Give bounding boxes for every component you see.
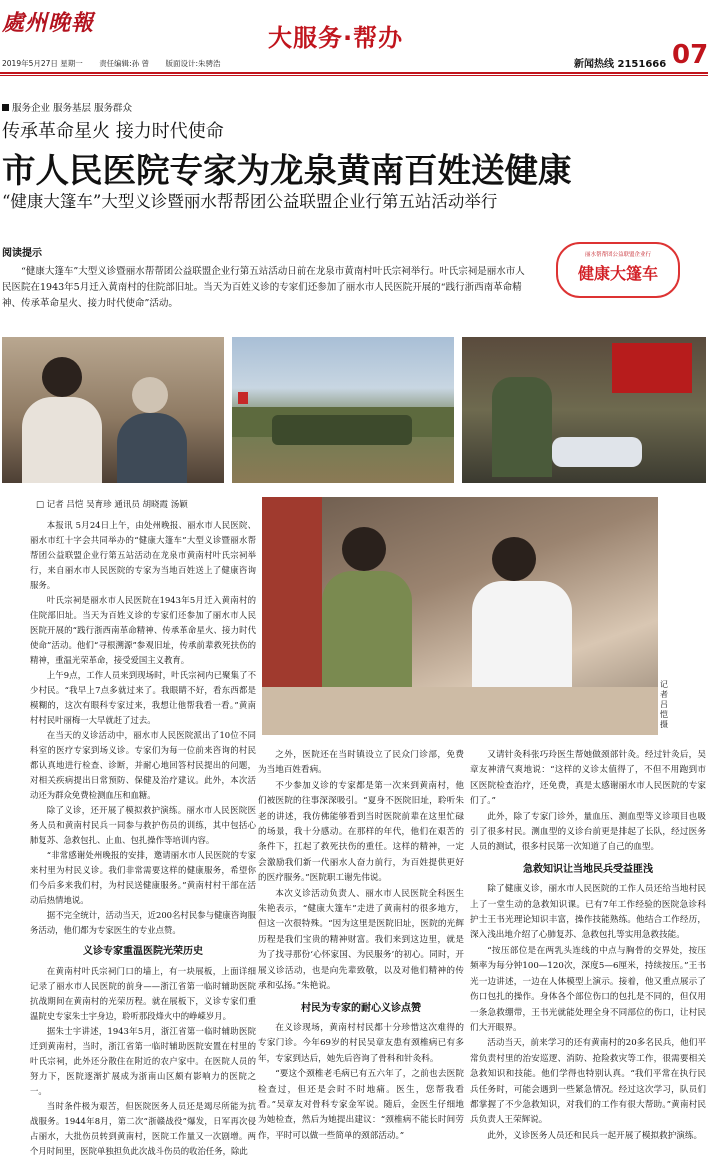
editor-credit: 责任编辑:孙 曾 bbox=[99, 59, 150, 68]
section-heading-praise: 村民为专家的耐心义诊点赞 bbox=[301, 1002, 421, 1014]
event-badge bbox=[556, 242, 680, 298]
main-headline: 市人民医院专家为龙泉黄南百姓送健康 bbox=[2, 151, 572, 190]
kicker bbox=[2, 100, 132, 114]
lead-label: 阅读提示 bbox=[2, 248, 42, 259]
column-2-paragraphs bbox=[258, 748, 464, 995]
body-paragraph: “按压部位是在两乳头连线的中点与胸骨的交界处，按压频率为每分钟100—120次，深度5—6厘米，持续按压。”王书光一边讲述，一边在人体模型上演示。接着，他又重点展示了伤口包扎的操作。身体各个部位伤口的包扎是不同的，但仅用一条急救绷带，王书光就能处理全身不同部位的伤口，让村民们大开眼界。 bbox=[470, 945, 706, 1033]
square-bullet-icon bbox=[2, 104, 9, 111]
body-paragraph: 本次义诊活动负责人、丽水市人民医院全科医生朱艳表示，“健康大篷车”走进了黄南村的很多地方，但这一次很特殊。“因为这里是医院旧址，医院的光辉历程是我们宝贵的精神财富。我们来到这边里，就是为了找寻那份‘心怀家国、为民服务’的初心。同时，开展义诊活动，也是向先辈致敬，以及对他们精神的传承和弘扬。”朱艳说。 bbox=[258, 888, 464, 992]
body-paragraph: “要这个颈椎老毛病已有五六年了，之前也去医院检查过，但还是会时不时地痛。医生，您帮我看看。”吴章友对骨科专家金军说。随后，金医生仔细地为她检查，然后为她提出建议：“颈椎病不能长时间劳作，平时可以做一些简单的颈部活动。” bbox=[258, 1069, 464, 1141]
column-1-paragraphs bbox=[30, 518, 256, 938]
byline: □ 记者 吕恺 吴育珍 通讯员 胡晓霞 汤颖 bbox=[36, 500, 188, 510]
column-2-paragraphs-after bbox=[258, 1021, 464, 1144]
body-paragraph: 本报讯 5月24日上午，由处州晚报、丽水市人民医院、丽水市红十字会共同举办的“健康大篷车”大型义诊暨丽水帮帮团公益联盟企业行第五站活动在龙泉市黄南村叶氏宗祠举行，来自丽水市人民医院的专家为当地百姓送上了健康咨询服务。 bbox=[30, 520, 256, 590]
body-paragraph: 此外，义诊医务人员还和民兵一起开展了模拟救护演练。 bbox=[487, 1130, 703, 1141]
news-hotline: 新闻热线 2151666 bbox=[574, 59, 667, 70]
body-paragraph: 在义诊现场，黄南村村民都十分珍惜这次难得的专家门诊。今年69岁的村民吴章友患有颈椎病已有多年，专家到达后，她先后咨询了骨科和针灸科。 bbox=[258, 1022, 464, 1064]
photo-credit: 记者 吕恺 摄 bbox=[660, 680, 668, 729]
badge-title: 健康大篷车 bbox=[577, 264, 658, 283]
body-column-2 bbox=[258, 748, 464, 1144]
photo-cpr-demo bbox=[462, 337, 706, 483]
newspaper-logo: 處州晚報 bbox=[2, 10, 95, 36]
section-title: 大服务·帮办 bbox=[268, 24, 404, 52]
subheadline-bottom: “健康大篷车”大型义诊暨丽水帮帮团公益联盟企业行第五站活动举行 bbox=[2, 192, 498, 211]
body-paragraph: 此外，除了专家门诊外，量血压、测血型等义诊项目也吸引了很多村民。测血型的义诊台前更是排起了长队，经过医务人员的测试，很多村民第一次知道了自己的血型。 bbox=[470, 811, 706, 853]
body-column-1 bbox=[30, 518, 256, 1159]
body-paragraph: 在当天的义诊活动中，丽水市人民医院派出了10位不同科室的医疗专家到场义诊。专家们为每一位前来咨询的村民都认真地进行检查、诊断，并耐心地回答村民提出的问题，对相关疾病提出日常预防、保健及治疗建议。此外，本次活动还为群众免费检测血压和血糖。 bbox=[30, 730, 256, 800]
lead-text: “健康大篷车”大型义诊暨丽水帮帮团公益联盟企业行第五站活动日前在龙泉市黄南村叶氏宗祠举行。叶氏宗祠是丽水市人民医院在1943年5月迁入黄南村的住院部旧址。当天为百姓义诊的专家们还参加了丽水市人民医院开展的“践行浙西南革命精神、传承革命星火、接力时代使命”活动。 bbox=[2, 266, 525, 309]
body-paragraph: 又请针灸科张巧玲医生帮她做颈部针灸。经过针灸后，吴章友神清气爽地说：“这样的义诊太值得了，不但不用跑到市区医院检查治疗，还免费，真是太感谢丽水市人民医院的专家们了。” bbox=[470, 750, 706, 807]
page-number: 07 bbox=[672, 40, 708, 70]
photo-eye-exam bbox=[2, 337, 224, 483]
body-paragraph: 在黄南村叶氏宗祠门口的墙上，有一块展板，上面详细记录了丽水市人民医院的前身——浙江省第一临时辅助医院抗战期间在黄南村的光荣历程。就在展板下，义诊专家们重温院史专家朱士宇身边，聆听那段烽火中的峥嵘岁月。 bbox=[30, 966, 256, 1021]
masthead-rule bbox=[0, 72, 708, 74]
issue-info-bar bbox=[2, 58, 662, 69]
body-paragraph: 除了义诊，还开展了模拟救护演练。丽水市人民医院医务人员和黄南村民兵一同参与救护伤员的训练，其中包括心肺复苏、急救包扎、止血、包扎操作等培训内容。 bbox=[30, 805, 256, 845]
body-column-3 bbox=[470, 748, 706, 1144]
kicker-text: 服务企业 服务基层 服务群众 bbox=[12, 103, 133, 114]
body-paragraph: 上午9点，工作人员来到现场时，叶氏宗祠内已聚集了不少村民。“我早上7点多就过来了。我眼睛不好，看东西都是模糊的，这次有眼科专家过来，我想让他帮我看一看。”黄南村村民叶丽梅一大早就赶了过去。 bbox=[30, 670, 256, 725]
photo-blood-test bbox=[262, 497, 658, 735]
badge-caption: 丽水帮帮团公益联盟企业行 bbox=[584, 252, 651, 258]
designer-credit: 版面设计:朱骋浩 bbox=[165, 59, 221, 68]
column-3-paragraphs-after bbox=[470, 882, 706, 1144]
column-3-paragraphs bbox=[470, 748, 706, 856]
subheadline-top: 传承革命星火 接力时代使命 bbox=[2, 121, 224, 142]
body-paragraph: 据不完全统计，活动当天，近200名村民参与健康咨询服务活动，他们都为专家医生的专业点赞。 bbox=[30, 910, 256, 935]
body-paragraph: 当时条件极为艰苦，但医院医务人员还是竭尽所能为抗战服务。1944年8月，第二次“浙赣战役”爆发，日军再次侵占丽水，大批伤员转到黄南村，医院工作量又一次剧增。两个月时间里，医院单独担负此次战斗伤员的收治任务，除此 bbox=[30, 1101, 256, 1156]
body-paragraph: 据朱士宇讲述，1943年5月，浙江省第一临时辅助医院迁到黄南村，当时，浙江省第一临时辅助医院安置在村里的叶氏宗祠，此外还分散住在附近的农户家中。在医院人员的努力下，医院逐渐扩展成为浙南山区颇有影响力的医院之一。 bbox=[30, 1026, 256, 1096]
photo-militia-training bbox=[232, 337, 454, 483]
section-heading-first-aid: 急救知识让当地民兵受益匪浅 bbox=[523, 863, 653, 875]
column-1-paragraphs-after bbox=[30, 964, 256, 1159]
body-paragraph: 不少参加义诊的专家都是第一次来到黄南村，他们被医院的往事深深吸引。“夏身不医院旧址，聆听朱老的讲述，我仿佛能够看到当时医院前辈在这里忙碌的场景，我十分感动。在那样的年代，他们在艰苦的条件下，扛起了救死扶伤的重任。这样的精神，一定会激励我们新一代丽水人奋力前行，为百姓提供更好的医疗服务。”医院职工谢先伟说。 bbox=[258, 780, 464, 884]
section-heading-history: 义诊专家重温医院光荣历史 bbox=[83, 946, 203, 957]
body-paragraph: 除了健康义诊，丽水市人民医院的工作人员还给当地村民上了一堂生动的急救知识课。已有7年工作经验的医院急诊科护士王书光理论知识丰富，操作技能熟练。他结合工作经历，深入浅出地介绍了心肺复苏、急救包扎等实用急救技能。 bbox=[470, 884, 706, 941]
body-paragraph: 叶氏宗祠是丽水市人民医院在1943年5月迁入黄南村的住院部旧址。当天为百姓义诊的专家们还参加了丽水市人民医院开展的“践行浙西南革命精神、传承革命星火、接力时代使命”活动。他们“寻根溯源”参观旧址，传承前辈救死扶伤的精神，重温光荣革命，接受爱国主义教育。 bbox=[30, 595, 256, 665]
body-paragraph: 之外，医院还在当时镇设立了民众门诊部，免费为当地百姓看病。 bbox=[258, 750, 464, 776]
issue-date: 2019年5月27日 星期一 bbox=[2, 59, 83, 68]
body-paragraph: 活动当天，前来学习的还有黄南村的20多名民兵，他们平常负责村里的治安巡逻、消防、抢险救灾等工作，很需要相关急救知识和技能。他们学得也特别认真。“我们平常在执行民兵任务时，可能会遇到一些紧急情况。经过这次学习，队员们都掌握了不少急救知识，对我们的工作有很大帮助。”黄南村民兵负责人王荣辉说。 bbox=[470, 1038, 706, 1126]
masthead-rule-thin bbox=[0, 75, 708, 76]
body-paragraph: “非常感谢处州晚报的安排，邀请丽水市人民医院的专家来村里为村民义诊。我们非常需要这样的健康服务，希望你们今后多来我们村，为村民送健康服务。”黄南村村干部在活动后热情地说。 bbox=[30, 850, 256, 905]
